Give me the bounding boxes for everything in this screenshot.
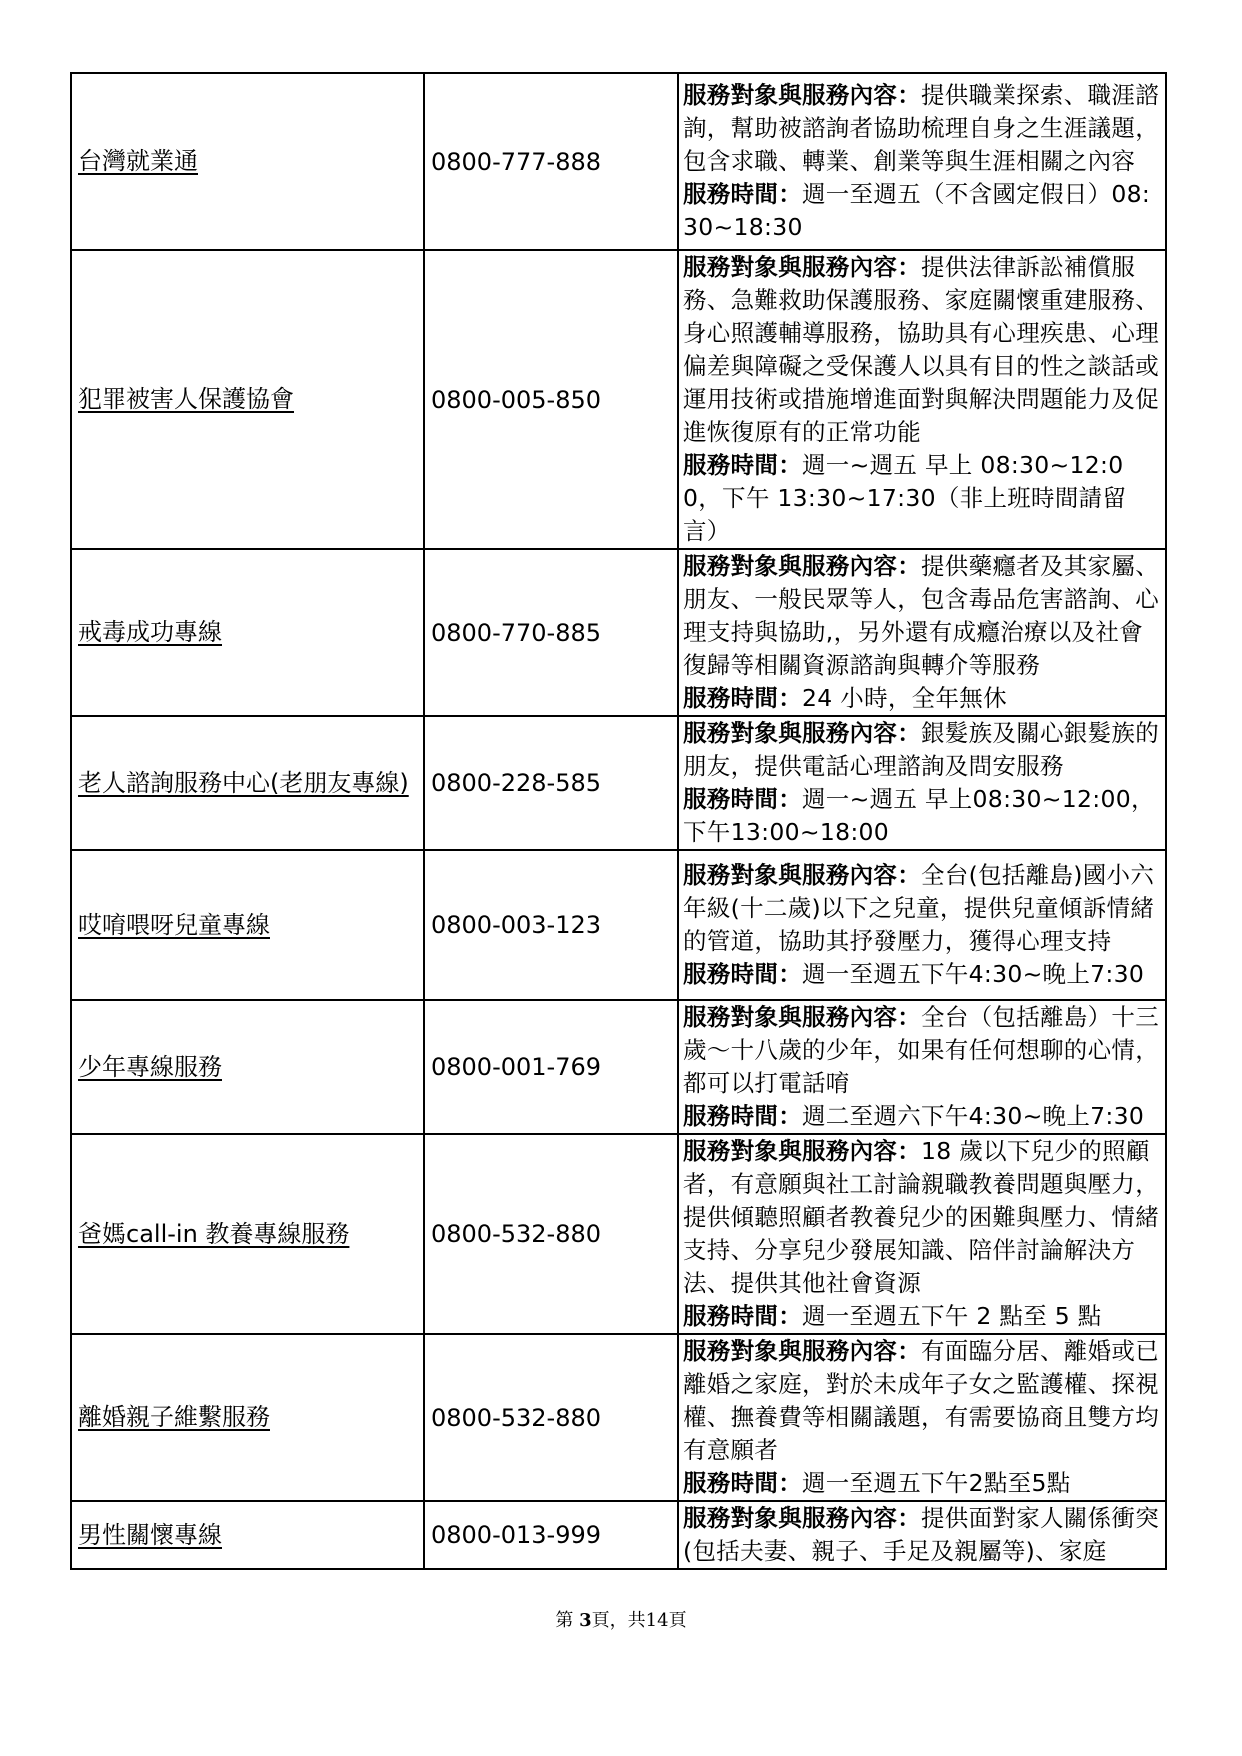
- hours-text: 週二至週六下午4:30~晚上7:30: [802, 1102, 1145, 1130]
- service-hours-paragraph: [683, 1467, 1159, 1500]
- content-label: 服務對象與服務內容：: [683, 1504, 921, 1532]
- content-label: 服務對象與服務內容：: [683, 719, 921, 747]
- content-label: 服務對象與服務內容：: [683, 1337, 921, 1365]
- content-text: 提供職業探索、職涯諮詢，幫助被諮詢者協助梳理自身之生涯議題，包含求職、轉業、創業等與生涯相關之內容: [683, 81, 1159, 175]
- service-name-link[interactable]: 男性關懷專線: [78, 1520, 222, 1549]
- hours-text: 週一~週五 早上 08:30~12:00，下午 13:30~17:30（非上班時間請留言）: [683, 451, 1127, 545]
- phone-number: 0800-770-885: [424, 549, 678, 716]
- service-hours-paragraph: [683, 958, 1159, 991]
- hours-label: 服務時間：: [683, 785, 802, 813]
- hours-label: 服務時間：: [683, 1302, 802, 1330]
- table-row: [71, 1501, 1166, 1569]
- service-name-link[interactable]: 犯罪被害人保護協會: [78, 385, 294, 413]
- content-label: 服務對象與服務內容：: [683, 1137, 921, 1165]
- phone-number: 0800-228-585: [424, 716, 678, 850]
- service-name-link[interactable]: 老人諮詢服務中心(老朋友專線): [78, 768, 409, 797]
- hours-label: 服務時間：: [683, 684, 802, 712]
- service-content-paragraph: [683, 859, 1159, 958]
- footer-prefix: 第: [555, 1610, 580, 1631]
- service-description: [678, 549, 1166, 716]
- service-description: [678, 716, 1166, 850]
- content-text: 提供法律訴訟補償服務、急難救助保護服務、家庭關懷重建服務、身心照護輔導服務，協助具有心理疾患、心理偏差與障礙之受保護人以具有目的性之談話或運用技術或措施增進面對與解決問題能力及促進恢復原有的正常功能: [683, 253, 1159, 446]
- phone-number: 0800-001-769: [424, 1000, 678, 1134]
- service-name-link[interactable]: 爸媽call-in 教養專線服務: [78, 1219, 350, 1248]
- service-content-paragraph: [683, 1001, 1159, 1100]
- service-content-paragraph: [683, 1335, 1159, 1467]
- phone-number: 0800-777-888: [424, 73, 678, 250]
- content-text: 全台(包括離島)國小六年級(十二歲)以下之兒童，提供兒童傾訴情緒的管道，協助其抒發壓力，獲得心理支持: [683, 861, 1155, 955]
- content-text: 提供面對家人關係衝突(包括夫妻、親子、手足及親屬等)、家庭: [683, 1504, 1159, 1565]
- hotline-table: [70, 72, 1167, 1570]
- service-description: [678, 73, 1166, 250]
- service-content-paragraph: [683, 550, 1159, 682]
- content-text: 全台（包括離島）十三歲～十八歲的少年，如果有任何想聊的心情，都可以打電話唷: [683, 1003, 1159, 1097]
- service-content-paragraph: [683, 1502, 1159, 1568]
- phone-number: 0800-003-123: [424, 850, 678, 1000]
- hours-label: 服務時間：: [683, 960, 802, 988]
- phone-number: 0800-005-850: [424, 250, 678, 549]
- service-name-cell: [71, 850, 424, 1000]
- service-name-link[interactable]: 台灣就業通: [78, 147, 198, 175]
- service-hours-paragraph: [683, 178, 1159, 244]
- hours-label: 服務時間：: [683, 1469, 802, 1497]
- phone-number: 0800-532-880: [424, 1134, 678, 1334]
- table-row: [71, 1334, 1166, 1501]
- service-description: [678, 1000, 1166, 1134]
- service-name-link[interactable]: 戒毒成功專線: [78, 618, 222, 646]
- table-row: [71, 250, 1166, 549]
- footer-current-page: 3: [579, 1610, 592, 1631]
- table-row: [71, 1134, 1166, 1334]
- content-label: 服務對象與服務內容：: [683, 861, 921, 889]
- hours-text: 週一至週五下午 2 點至 5 點: [802, 1302, 1102, 1330]
- hours-label: 服務時間：: [683, 451, 802, 479]
- service-description: [678, 1334, 1166, 1501]
- service-description: [678, 250, 1166, 549]
- table-row: [71, 1000, 1166, 1134]
- hours-text: 週一至週五（不含國定假日）08:30~18:30: [683, 180, 1151, 241]
- service-description: [678, 1501, 1166, 1569]
- service-hours-paragraph: [683, 783, 1159, 849]
- content-label: 服務對象與服務內容：: [683, 253, 921, 281]
- service-hours-paragraph: [683, 1100, 1159, 1133]
- service-name-cell: [71, 1134, 424, 1334]
- service-name-cell: [71, 1334, 424, 1501]
- service-name-link[interactable]: 哎唷喂呀兒童專線: [78, 910, 270, 939]
- service-name-cell: [71, 1501, 424, 1569]
- service-content-paragraph: [683, 717, 1159, 783]
- service-description: [678, 850, 1166, 1000]
- content-label: 服務對象與服務內容：: [683, 1003, 921, 1031]
- hours-label: 服務時間：: [683, 180, 802, 208]
- phone-number: 0800-013-999: [424, 1501, 678, 1569]
- service-description: [678, 1134, 1166, 1334]
- content-text: 提供藥癮者及其家屬、朋友、一般民眾等人，包含毒品危害諮詢、心理支持與協助,，另外還有成癮治療以及社會復歸等相關資源諮詢與轉介等服務: [683, 552, 1159, 679]
- content-label: 服務對象與服務內容：: [683, 552, 921, 580]
- service-name-link[interactable]: 少年專線服務: [78, 1052, 222, 1081]
- service-name-cell: [71, 549, 424, 716]
- footer-suffix: 頁: [668, 1610, 687, 1631]
- service-content-paragraph: [683, 251, 1159, 449]
- hours-text: 週一至週五下午2點至5點: [802, 1469, 1071, 1497]
- table-row: [71, 716, 1166, 850]
- service-name-link[interactable]: 離婚親子維繫服務: [78, 1403, 270, 1431]
- content-text: 銀髮族及關心銀髮族的朋友，提供電話心理諮詢及問安服務: [683, 719, 1159, 780]
- service-hours-paragraph: [683, 449, 1159, 548]
- service-content-paragraph: [683, 79, 1159, 178]
- table-row: [71, 549, 1166, 716]
- service-name-cell: [71, 1000, 424, 1134]
- hours-text: 週一~週五 早上08:30~12:00，下午13:00~18:00: [683, 785, 1155, 846]
- service-hours-paragraph: [683, 682, 1159, 715]
- table-row: [71, 73, 1166, 250]
- table-row: [71, 850, 1166, 1000]
- service-hours-paragraph: [683, 1300, 1159, 1333]
- content-text: 有面臨分居、離婚或已離婚之家庭，對於未成年子女之監護權、探視權、撫養費等相關議題，有需要協商且雙方均有意願者: [683, 1337, 1159, 1464]
- hours-label: 服務時間：: [683, 1102, 802, 1130]
- page-number-footer: [0, 1606, 1242, 1632]
- service-name-cell: [71, 716, 424, 850]
- content-label: 服務對象與服務內容：: [683, 81, 921, 109]
- footer-total-pages: 14: [645, 1610, 669, 1631]
- hours-text: 24 小時，全年無休: [802, 684, 1007, 712]
- footer-middle: 頁，共: [591, 1610, 646, 1631]
- service-name-cell: [71, 250, 424, 549]
- hours-text: 週一至週五下午4:30~晚上7:30: [802, 960, 1145, 988]
- service-content-paragraph: [683, 1135, 1159, 1300]
- phone-number: 0800-532-880: [424, 1334, 678, 1501]
- content-text: 18 歲以下兒少的照顧者，有意願與社工討論親職教養問題與壓力，提供傾聽照顧者教養兒少的困難與壓力、情緒支持、分享兒少發展知識、陪伴討論解決方法、提供其他社會資源: [683, 1137, 1159, 1297]
- service-name-cell: [71, 73, 424, 250]
